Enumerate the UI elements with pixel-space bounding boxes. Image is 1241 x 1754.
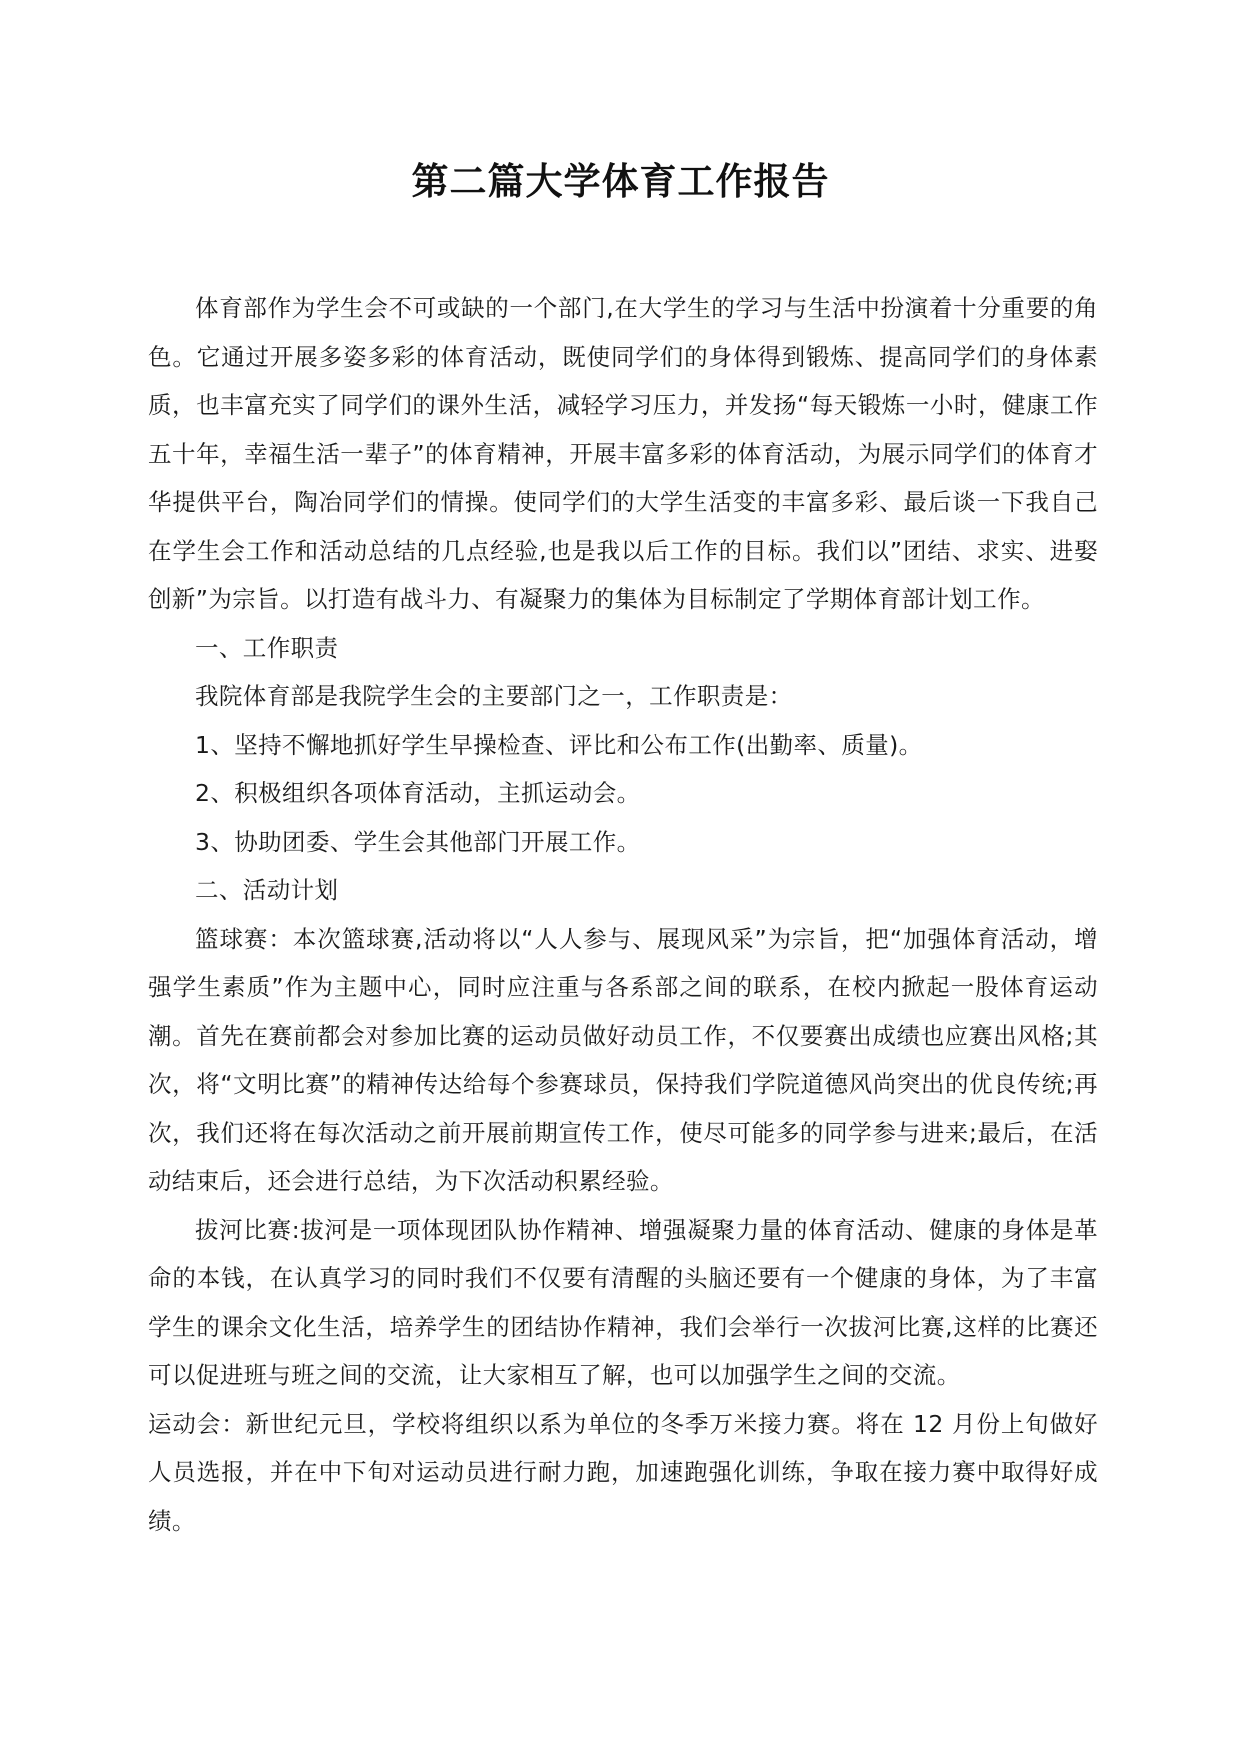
paragraph-basketball: 篮球赛：本次篮球赛,活动将以“人人参与、展现风采”为宗旨，把“加强体育活动，增强学生素质”作为主题中心，同时应注重与各系部之间的联系，在校内掀起一股体育运动潮。首先在赛前都会对参加比赛的运动员做好动员工作，不仅要赛出成绩也应赛出风格;其次，将“文明比赛”的精神传达给每个参赛球员，保持我们学院道德风尚突出的优良传统;再次，我们还将在每次活动之前开展前期宣传工作，使尽可能多的同学参与进来;最后，在活动结束后，还会进行总结，为下次活动积累经验。 [148,924,1098,1195]
heading-activity-plan: 二、活动计划 [195,876,339,904]
list-item-duty-3: 3、协助团委、学生会其他部门开展工作。 [195,827,641,856]
list-item-duty-1: 1、坚持不懈地抓好学生早操检查、评比和公布工作(出勤率、质量)。 [195,730,923,759]
heading-duties: 一、工作职责 [195,633,339,662]
document-title: 第二篇大学体育工作报告 [411,160,830,203]
list-item-duty-2: 2、积极组织各项体育活动，主抓运动会。 [195,779,641,807]
paragraph-tug-of-war: 拔河比赛:拔河是一项体现团队协作精神、增强凝聚力量的体育活动、健康的身体是革命的本钱，在认真学习的同时我们不仅要有清醒的头脑还要有一个健康的身体，为了丰富学生的课余文化生活，培养学生的团结协作精神，我们会举行一次拔河比赛,这样的比赛还可以促进班与班之间的交流，让大家相互了解，也可以加强学生之间的交流。 [148,1215,1098,1389]
paragraph-duties-intro: 我院体育部是我院学生会的主要部门之一，工作职责是： [195,682,793,710]
paragraph-sports-meet: 运动会：新世纪元旦，学校将组织以系为单位的冬季万米接力赛。将在 12 月份上旬做好人员选报，并在中下旬对运动员进行耐力跑，加速跑强化训练，争取在接力赛中取得好成绩。 [148,1409,1098,1535]
document-body [148,284,1098,1545]
paragraph-intro: 体育部作为学生会不可或缺的一个部门,在大学生的学习与生活中扮演着十分重要的角色。它通过开展多姿多彩的体育活动，既使同学们的身体得到锻炼、提高同学们的身体素质，也丰富充实了同学们的课外生活，减轻学习压力，并发扬“每天锻炼一小时，健康工作五十年，幸福生活一辈子”的体育精神，开展丰富多彩的体育活动，为展示同学们的体育才华提供平台，陶冶同学们的情操。使同学们的大学生活变的丰富多彩、最后谈一下我自己在学生会工作和活动总结的几点经验,也是我以后工作的目标。我们以”团结、求实、进娶创新”为宗旨。以打造有战斗力、有凝聚力的集体为目标制定了学期体育部计划工作。 [148,294,1098,613]
